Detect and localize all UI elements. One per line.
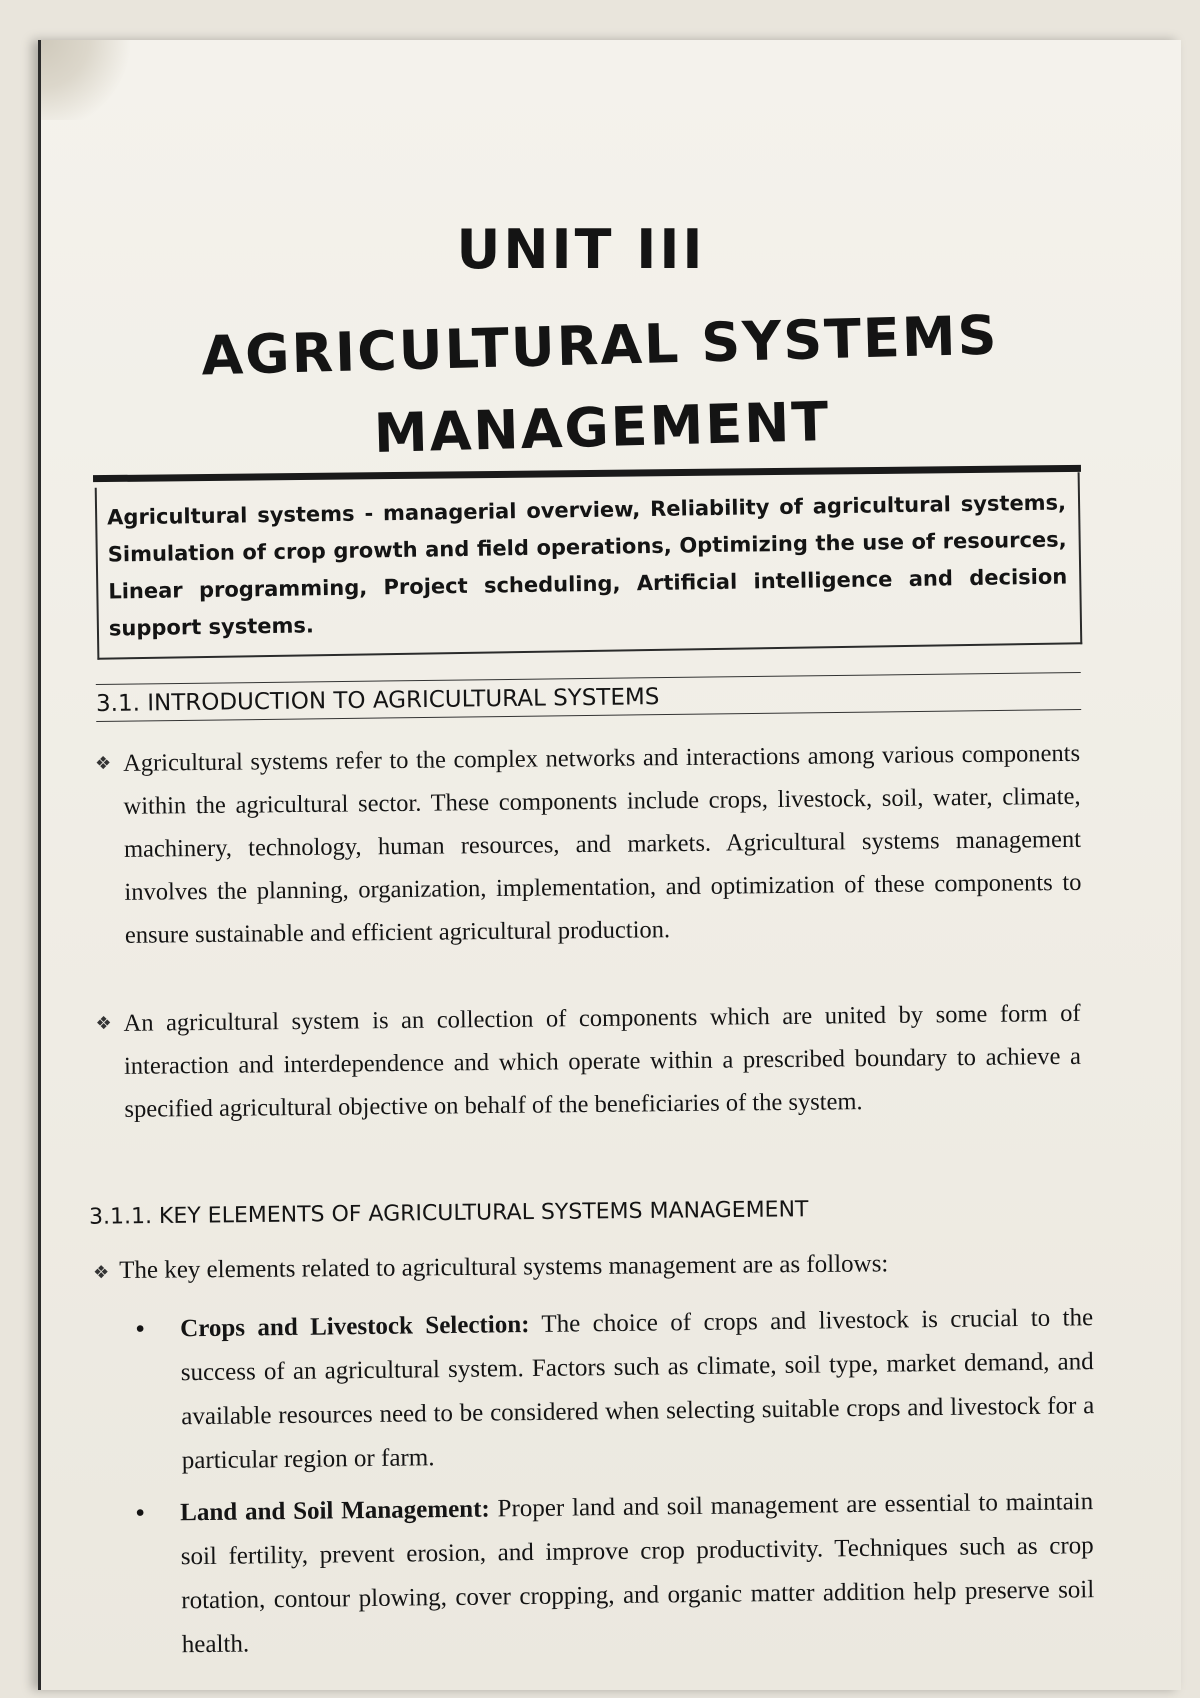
- list-item-text: [180, 1296, 1095, 1483]
- diamond-bullet-icon: ❖: [95, 1012, 112, 1034]
- paragraph: [95, 992, 1081, 1131]
- list-item-body: The choice of crops and livestock is crucial to the success of an agricultural system. Factors such as climate, soil type, market demand, and available resources need to be considered when selecting suitable crops and livestock for a particular region or farm.: [180, 1304, 1095, 1475]
- bullet-dot-icon: •: [135, 1313, 146, 1345]
- list-item-term: Land and Soil Management:: [180, 1495, 490, 1527]
- paragraph: [95, 732, 1082, 957]
- chapter-title-line1: AGRICULTURAL SYSTEMS: [200, 303, 1000, 388]
- syllabus-box: Agricultural systems - managerial overview, Reliability of agricultural systems, Simulation of crop growth and field operations, Optimizing the use of resources, Linear programming, Project scheduling, Artificial intelligence and decision support systems.: [95, 472, 1083, 659]
- chapter-title: [99, 292, 1103, 482]
- section-heading: 3.1. INTRODUCTION TO AGRICULTURAL SYSTEMS: [96, 672, 1081, 722]
- list-item: [135, 1480, 1095, 1668]
- list-item-body: Proper land and soil management are essential to maintain soil fertility, prevent erosion, and improve crop productivity. Techniques such as crop rotation, contour plowing, cover cropping, and organic matter addition help preserve soil health.: [180, 1488, 1095, 1659]
- paragraph-text: An agricultural system is an collection of components which are united by some form of interaction and interdependence and which operate within a prescribed boundary to achieve a specified agricultural objective on behalf of the beneficiaries of the system.: [123, 999, 1082, 1123]
- page-corner-shadow: [41, 40, 131, 120]
- paragraph-text: Agricultural systems refer to the complex networks and interactions among various components within the agricultural sector. These components include crops, livestock, soil, water, climate, machinery, technology, human resources, and markets. Agricultural systems management involves the planning, organization, implementation, and optimization of these components to ensure sustainable and efficient agricultural production.: [122, 739, 1082, 949]
- list-item: [135, 1296, 1095, 1484]
- book-page: [38, 40, 1181, 1690]
- unit-heading: UNIT III: [456, 218, 706, 281]
- chapter-title-line2: MANAGEMENT: [373, 390, 831, 465]
- diamond-bullet-icon: ❖: [95, 752, 112, 774]
- subsection-heading: 3.1.1. KEY ELEMENTS OF AGRICULTURAL SYSTEMS MANAGEMENT: [88, 1197, 809, 1230]
- subsection-intro-text: The key elements related to agricultural systems management are as follows:: [119, 1250, 889, 1285]
- bullet-dot-icon: •: [135, 1497, 146, 1529]
- subsection-intro: [93, 1249, 1073, 1286]
- diamond-bullet-icon: ❖: [92, 1262, 110, 1283]
- list-item-term: Crops and Livestock Selection:: [180, 1311, 530, 1343]
- list-item-text: [180, 1480, 1095, 1667]
